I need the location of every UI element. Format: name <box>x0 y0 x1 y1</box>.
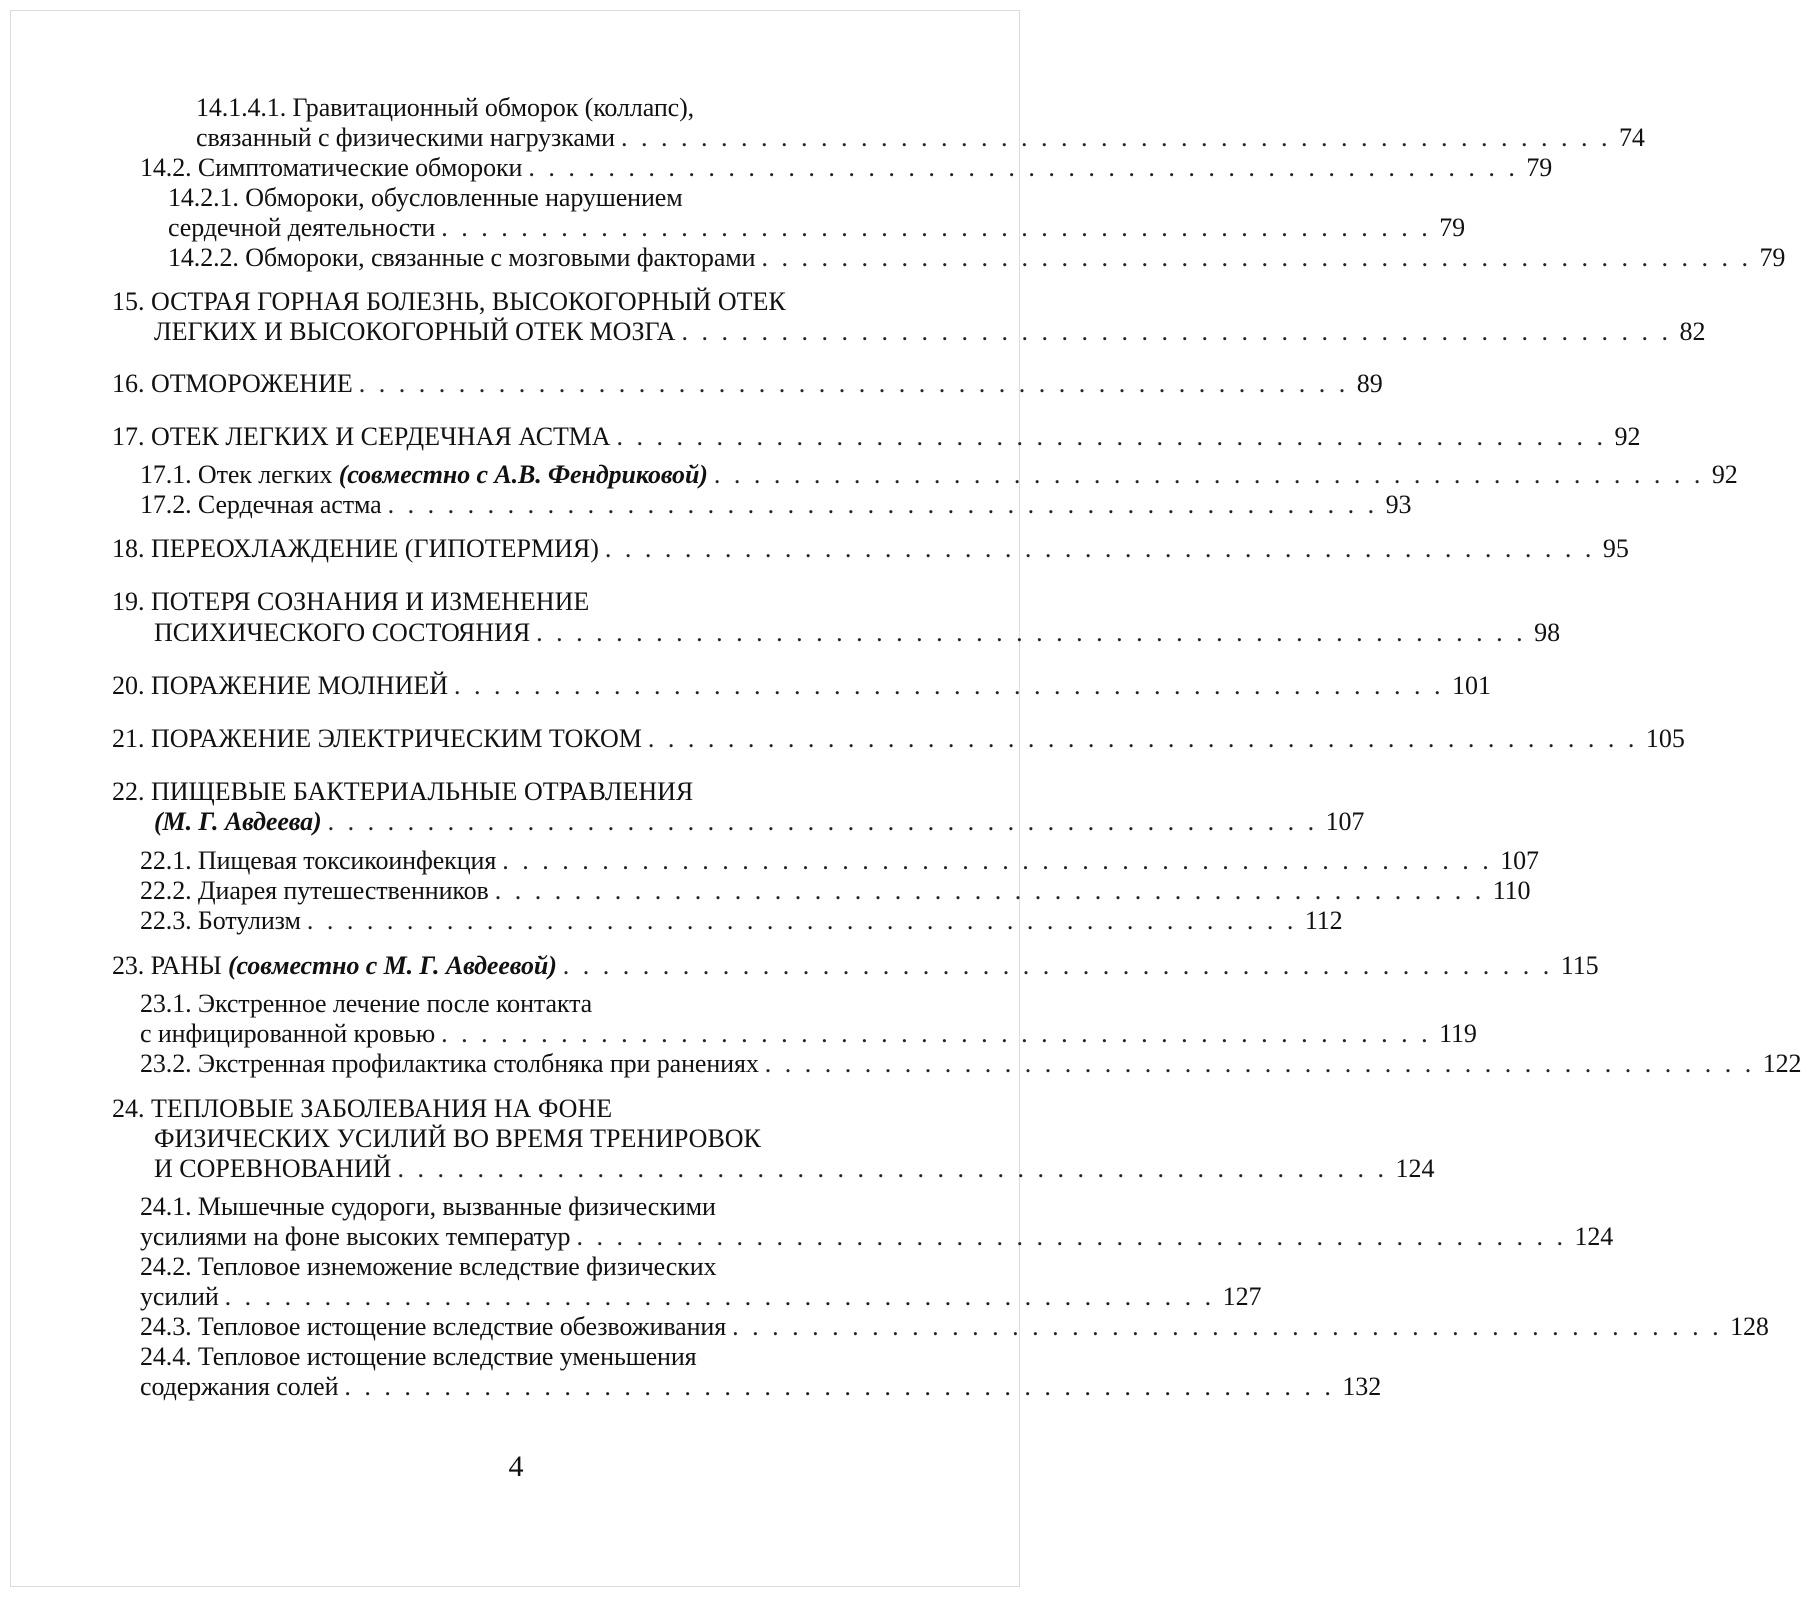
leader-dots: . . . . . . . . . . . . . . . . . . . . . . . . . . . . . . . . . . . . . . . . . . . . . . . . . . <box>327 807 1318 836</box>
toc-entry-line <box>196 122 1645 154</box>
leader-dots: . . . . . . . . . . . . . . . . . . . . . . . . . . . . . . . . . . . . . . . . . . . . . . . . . . <box>713 460 1704 489</box>
toc-entry-title: связанный с физическими нагрузками <box>196 123 615 152</box>
toc-page-number: 115 <box>1560 951 1599 980</box>
toc-entry-title: 14.2.2. Обмороки, связанные с мозговыми факторами <box>168 243 756 272</box>
leader-dots: . . . . . . . . . . . . . . . . . . . . . . . . . . . . . . . . . . . . . . . . . . . . . . . . . . <box>528 153 1519 182</box>
toc-page-number: 119 <box>1439 1019 1477 1048</box>
toc-page-number: 95 <box>1602 534 1629 563</box>
toc-entry-text: 23. РАНЫ <box>112 951 228 980</box>
toc-entry-title: 22.1. Пищевая токсикоинфекция <box>140 846 497 875</box>
toc-page-number: 93 <box>1385 490 1412 519</box>
leader-dots: . . . . . . . . . . . . . . . . . . . . . . . . . . . . . . . . . . . . . . . . . . . . . . . . . . <box>764 1049 1755 1078</box>
toc-entry-line <box>154 1123 886 1155</box>
toc-entry-title: 24.4. Тепловое истощение вследствие уменьшения <box>140 1342 697 1371</box>
toc-entry-title: усилий <box>140 1282 219 1311</box>
toc-chapter-title <box>112 950 557 982</box>
toc-page-number: 107 <box>1500 846 1539 875</box>
leader-dots: . . . . . . . . . . . . . . . . . . . . . . . . . . . . . . . . . . . . . . . . . . . . . . . . . . <box>620 123 1611 152</box>
leader-dots: . . . . . . . . . . . . . . . . . . . . . . . . . . . . . . . . . . . . . . . . . . . . . . . . . . <box>494 876 1485 905</box>
leader-dots: . . . . . . . . . . . . . . . . . . . . . . . . . . . . . . . . . . . . . . . . . . . . . . . . . . <box>536 618 1527 647</box>
toc-entry-line <box>140 1371 1382 1403</box>
toc-chapter-title: 21. ПОРАЖЕНИЕ ЭЛЕКТРИЧЕСКИМ ТОКОМ <box>112 724 642 753</box>
toc-entry-line <box>154 316 1706 348</box>
toc-author-note: (совместно с А.В. Фендриковой) <box>338 460 708 489</box>
toc-entry-line <box>154 806 1365 838</box>
toc-page-number: 92 <box>1614 422 1641 451</box>
toc-entry-title <box>140 459 708 491</box>
toc-entry-title: 22.2. Диарея путешественников <box>140 876 489 905</box>
leader-dots: . . . . . . . . . . . . . . . . . . . . . . . . . . . . . . . . . . . . . . . . . . . . . . . . . . <box>604 534 1595 563</box>
toc-page-number: 105 <box>1645 724 1685 753</box>
leader-dots: . . . . . . . . . . . . . . . . . . . . . . . . . . . . . . . . . . . . . . . . . . . . . . . . . . <box>397 1154 1388 1183</box>
leader-dots: . . . . . . . . . . . . . . . . . . . . . . . . . . . . . . . . . . . . . . . . . . . . . . . . . . <box>441 213 1432 242</box>
toc-author-note: (М. Г. Авдеева) <box>154 807 322 836</box>
toc-entry-line <box>140 1251 886 1283</box>
toc-entry-line <box>154 617 1561 649</box>
toc-entry-line <box>140 1048 1801 1080</box>
toc-page-number: 79 <box>1526 153 1553 182</box>
toc-page-number: 122 <box>1762 1049 1801 1078</box>
leader-dots: . . . . . . . . . . . . . . . . . . . . . . . . . . . . . . . . . . . . . . . . . . . . . . . . . . <box>387 490 1378 519</box>
toc-chapter-title: 20. ПОРАЖЕНИЕ МОЛНИЕЙ <box>112 671 449 700</box>
toc-entry-line <box>140 1221 1614 1253</box>
toc-entry-title: 14.2. Симптоматические обмороки <box>140 153 523 182</box>
leader-dots: . . . . . . . . . . . . . . . . . . . . . . . . . . . . . . . . . . . . . . . . . . . . . . . . . . <box>502 846 1493 875</box>
toc-entry-line <box>140 1281 1262 1313</box>
toc-entry-title: 24.2. Тепловое изнеможение вследствие физических <box>140 1252 717 1281</box>
toc-entry-text: 17.1. Отек легких <box>140 460 339 489</box>
toc-chapter-title: ПСИХИЧЕСКОГО СОСТОЯНИЯ <box>154 618 531 647</box>
toc-entry-line <box>140 875 1531 907</box>
leader-dots: . . . . . . . . . . . . . . . . . . . . . . . . . . . . . . . . . . . . . . . . . . . . . . . . . . <box>647 724 1638 753</box>
toc-entry-line <box>112 670 1492 702</box>
leader-dots: . . . . . . . . . . . . . . . . . . . . . . . . . . . . . . . . . . . . . . . . . . . . . . . . . . <box>562 951 1553 980</box>
toc-page-number: 89 <box>1356 369 1383 398</box>
toc-entry-line <box>168 182 886 214</box>
page-number: 4 <box>508 1450 524 1483</box>
toc-page-number: 98 <box>1534 618 1561 647</box>
toc-entry-title: 23.1. Экстренное лечение после контакта <box>140 989 593 1018</box>
toc-page-number: 82 <box>1679 317 1706 346</box>
leader-dots: . . . . . . . . . . . . . . . . . . . . . . . . . . . . . . . . . . . . . . . . . . . . . . . . . . <box>732 1312 1723 1341</box>
toc-entry-line <box>140 905 1343 937</box>
toc-entry-line <box>140 1341 886 1373</box>
toc-entry-line <box>112 421 1641 453</box>
toc-entry-line <box>112 776 886 808</box>
toc-entry-line <box>168 242 1786 274</box>
toc-entry-line <box>112 533 1629 565</box>
toc-page-number: 79 <box>1439 213 1466 242</box>
toc-chapter-title: 22. ПИЩЕВЫЕ БАКТЕРИАЛЬНЫЕ ОТРАВЛЕНИЯ <box>112 777 694 806</box>
toc-page-number: 132 <box>1342 1372 1382 1401</box>
toc-entry-line <box>140 459 1738 491</box>
toc-entry-title: 23.2. Экстренная профилактика столбняка при ранениях <box>140 1049 759 1078</box>
toc-chapter-title: 15. ОСТРАЯ ГОРНАЯ БОЛЕЗНЬ, ВЫСОКОГОРНЫЙ ОТЕК <box>112 287 786 316</box>
toc-entry-line <box>140 489 1412 521</box>
leader-dots: . . . . . . . . . . . . . . . . . . . . . . . . . . . . . . . . . . . . . . . . . . . . . . . . . . <box>224 1282 1215 1311</box>
toc-entry-line <box>140 1191 886 1223</box>
toc-entry-title: с инфицированной кровью <box>140 1019 436 1048</box>
toc-chapter-title: 18. ПЕРЕОХЛАЖДЕНИЕ (ГИПОТЕРМИЯ) <box>112 534 599 563</box>
leader-dots: . . . . . . . . . . . . . . . . . . . . . . . . . . . . . . . . . . . . . . . . . . . . . . . . . . <box>344 1372 1335 1401</box>
toc-entry-line <box>154 1153 1435 1185</box>
toc-entry-title: 14.2.1. Обмороки, обусловленные нарушением <box>168 183 683 212</box>
toc-entry-title: усилиями на фоне высоких температур <box>140 1222 571 1251</box>
toc-chapter-title: ЛЕГКИХ И ВЫСОКОГОРНЫЙ ОТЕК МОЗГА <box>154 317 676 346</box>
toc-page-number: 74 <box>1618 123 1645 152</box>
toc-chapter-title: 17. ОТЕК ЛЕГКИХ И СЕРДЕЧНАЯ АСТМА <box>112 422 611 451</box>
toc-chapter-title: 24. ТЕПЛОВЫЕ ЗАБОЛЕВАНИЯ НА ФОНЕ <box>112 1094 613 1123</box>
leader-dots: . . . . . . . . . . . . . . . . . . . . . . . . . . . . . . . . . . . . . . . . . . . . . . . . . . <box>761 243 1752 272</box>
toc-page-number: 110 <box>1492 876 1531 905</box>
toc-entry-line <box>112 586 886 618</box>
toc-entry-title: содержания солей <box>140 1372 339 1401</box>
toc-entry-line <box>140 988 886 1020</box>
toc-entry-line <box>112 1093 886 1125</box>
leader-dots: . . . . . . . . . . . . . . . . . . . . . . . . . . . . . . . . . . . . . . . . . . . . . . . . . . <box>576 1222 1567 1251</box>
toc-page-number: 127 <box>1222 1282 1262 1311</box>
toc-entry-line <box>140 845 1539 877</box>
toc-entry-title: 24.1. Мышечные судороги, вызванные физическими <box>140 1192 716 1221</box>
toc-page-number: 79 <box>1759 243 1786 272</box>
toc-entry-line <box>140 1018 1477 1050</box>
toc-page-number: 107 <box>1325 807 1365 836</box>
toc-entry-line <box>112 950 1599 982</box>
toc-entry-title: 14.1.4.1. Гравитационный обморок (коллапс), <box>196 93 695 122</box>
toc-entry-title: 17.2. Сердечная астма <box>140 490 382 519</box>
toc-entry-line <box>196 92 886 124</box>
toc-entry-line <box>112 723 1685 755</box>
toc-entry-title: 22.3. Ботулизм <box>140 906 301 935</box>
leader-dots: . . . . . . . . . . . . . . . . . . . . . . . . . . . . . . . . . . . . . . . . . . . . . . . . . . <box>306 906 1297 935</box>
toc-page-number: 112 <box>1304 906 1343 935</box>
toc-chapter-title: 19. ПОТЕРЯ СОЗНАНИЯ И ИЗМЕНЕНИЕ <box>112 587 590 616</box>
toc-page-number: 128 <box>1730 1312 1769 1341</box>
toc-page-number: 92 <box>1711 460 1738 489</box>
toc-entry-line <box>112 286 886 318</box>
toc-chapter-title: И СОРЕВНОВАНИЙ <box>154 1154 392 1183</box>
toc-entry-line <box>112 368 1383 400</box>
toc-entry-title: сердечной деятельности <box>168 213 436 242</box>
leader-dots: . . . . . . . . . . . . . . . . . . . . . . . . . . . . . . . . . . . . . . . . . . . . . . . . . . <box>358 369 1349 398</box>
leader-dots: . . . . . . . . . . . . . . . . . . . . . . . . . . . . . . . . . . . . . . . . . . . . . . . . . . <box>454 671 1445 700</box>
toc-chapter-title: 16. ОТМОРОЖЕНИЕ <box>112 369 353 398</box>
toc-page-number: 101 <box>1452 671 1492 700</box>
leader-dots: . . . . . . . . . . . . . . . . . . . . . . . . . . . . . . . . . . . . . . . . . . . . . . . . . . <box>441 1019 1432 1048</box>
toc-page-number: 124 <box>1395 1154 1435 1183</box>
toc-entry-title: 24.3. Тепловое истощение вследствие обезвоживания <box>140 1312 727 1341</box>
toc-entry-line <box>140 1311 1769 1343</box>
leader-dots: . . . . . . . . . . . . . . . . . . . . . . . . . . . . . . . . . . . . . . . . . . . . . . . . . . <box>681 317 1672 346</box>
toc-entry-line <box>168 212 1466 244</box>
toc-chapter-title: ФИЗИЧЕСКИХ УСИЛИЙ ВО ВРЕМЯ ТРЕНИРОВОК <box>154 1124 761 1153</box>
toc-page-number: 124 <box>1574 1222 1614 1251</box>
leader-dots: . . . . . . . . . . . . . . . . . . . . . . . . . . . . . . . . . . . . . . . . . . . . . . . . . . <box>616 422 1607 451</box>
toc-entry-line <box>140 152 1553 184</box>
toc-author-note: (совместно с М. Г. Авдеевой) <box>227 951 557 980</box>
